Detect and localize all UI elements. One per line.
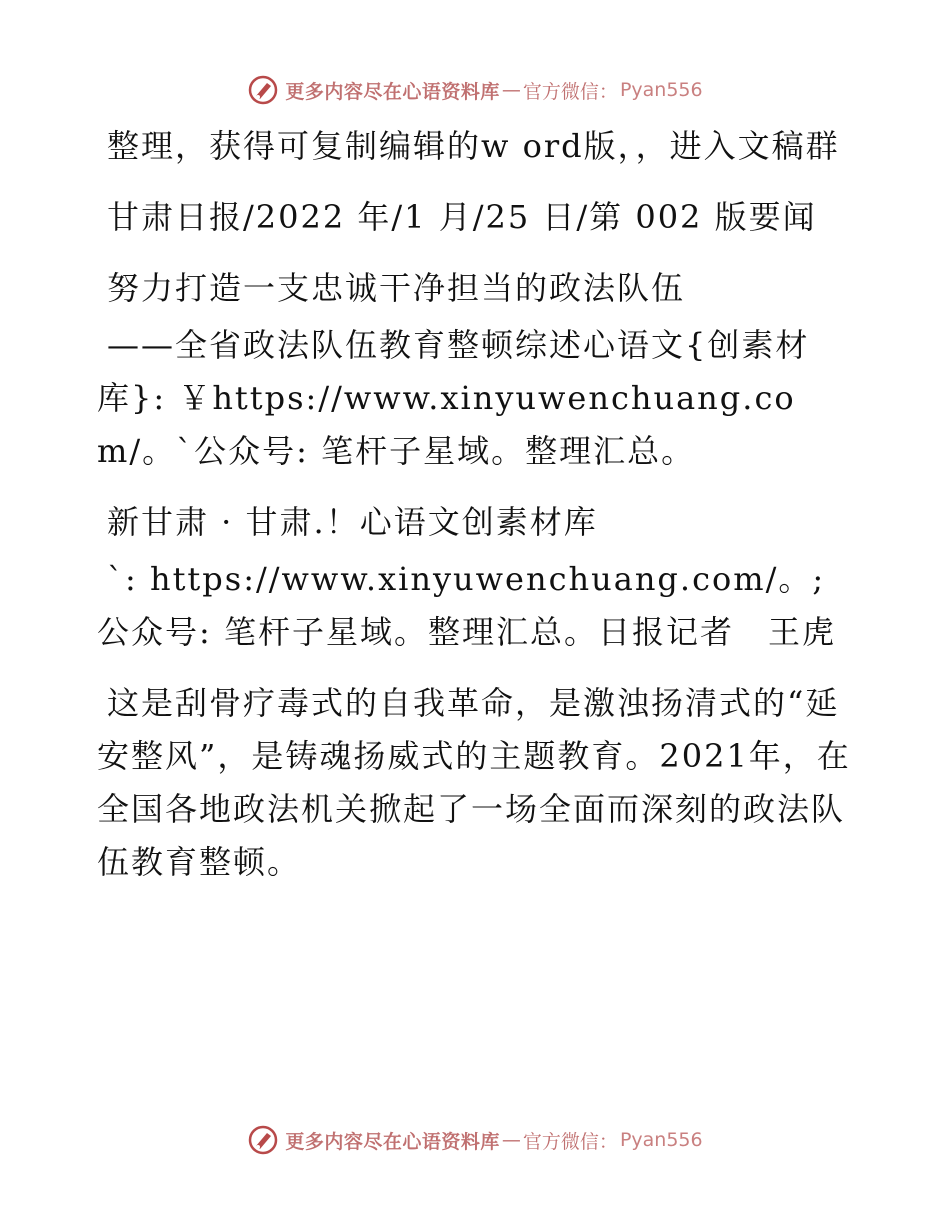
paragraph-source: 甘肃日报/2022 年/1 月/25 日/第 002 版要闻: [107, 198, 817, 236]
banner-main-text: 更多内容尽在心语资料库: [285, 1130, 500, 1153]
paragraph-intro: 整理，获得可复制编辑的w ord版，，进入文稿群: [107, 127, 840, 165]
banner-dash: —: [501, 1129, 521, 1151]
paragraph-outlet: 新甘肃 · 甘肃.！心语文创素材库: [107, 503, 598, 541]
pen-logo-icon: [247, 1124, 279, 1156]
article-subtitle: ——全省政法队伍教育整顿综述心语文{创素材库}: ￥https://www.xinyuwenchuang.com/。`公众号: 笔杆子星域。整理汇总。: [97, 326, 810, 470]
banner-handle: Pyan556: [619, 1129, 703, 1151]
banner-dash: —: [501, 79, 521, 101]
paragraph-byline: `: https://www.xinyuwenchuang.com/。;公众号: 笔杆子星域。整理汇总。日报记者 王虎: [97, 560, 836, 651]
document-body: [97, 120, 857, 907]
header-banner: [0, 70, 950, 110]
banner-handle: Pyan556: [619, 79, 703, 101]
banner-sub-text: 官方微信：: [522, 1130, 618, 1153]
footer-banner: [0, 1120, 950, 1160]
banner-sub-text: 官方微信：: [522, 80, 618, 103]
pen-logo-icon: [247, 74, 279, 106]
paragraph-body: 这是刮骨疗毒式的自我革命，是激浊扬清式的“延安整风”，是铸魂扬威式的主题教育。2021年，在全国各地政法机关掀起了一场全面而深刻的政法队伍教育整顿。: [97, 684, 851, 881]
banner-main-text: 更多内容尽在心语资料库: [285, 80, 500, 103]
article-title: 努力打造一支忠诚干净担当的政法队伍: [107, 269, 686, 307]
